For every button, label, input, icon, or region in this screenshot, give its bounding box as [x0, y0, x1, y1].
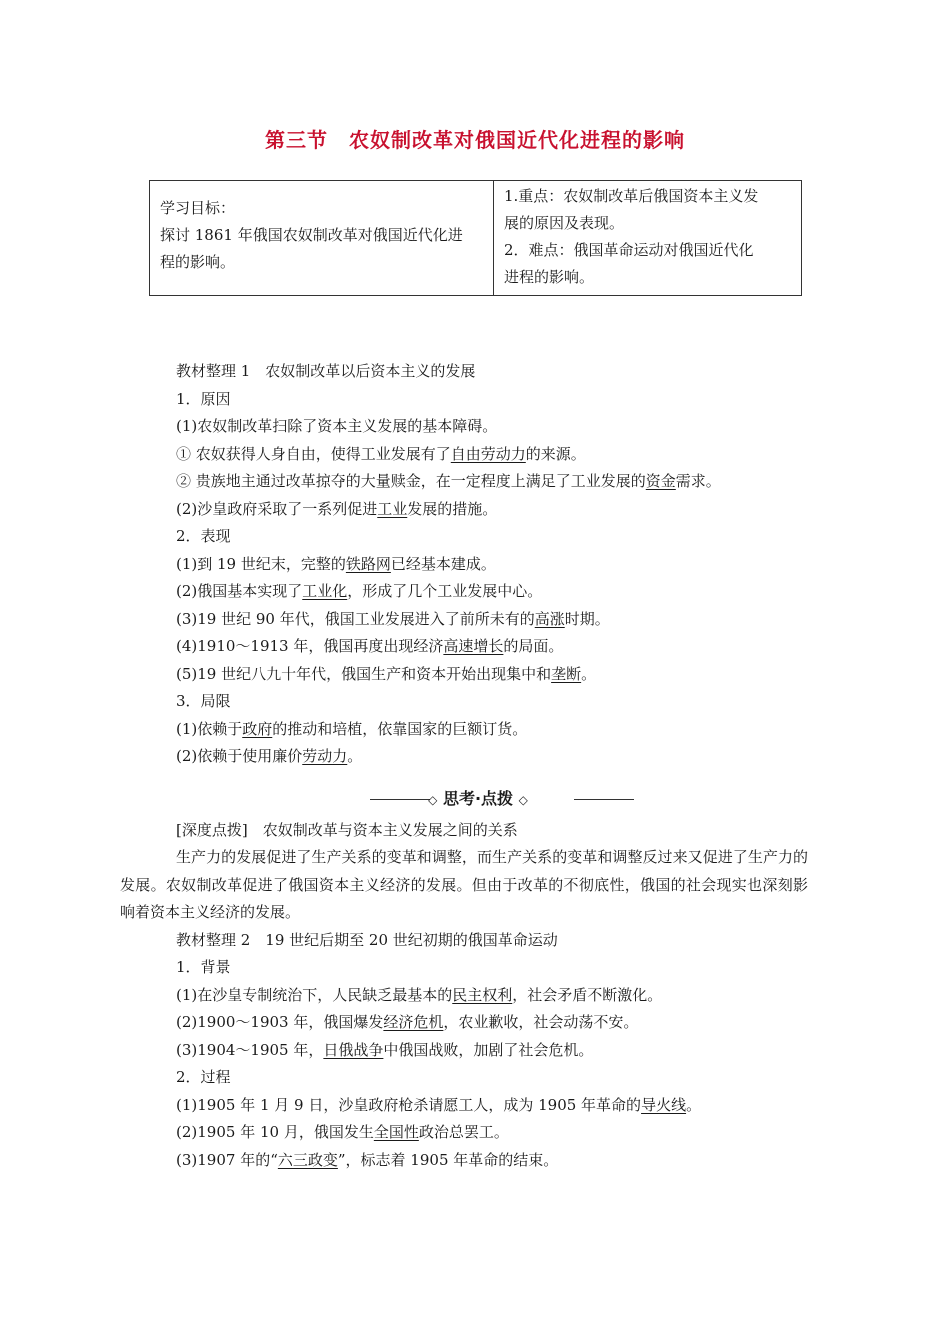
- process-line-3: [148, 1147, 808, 1175]
- text: 时期。: [564, 609, 610, 628]
- key-point-1: 1.重点：农奴制改革后俄国资本主义发: [504, 187, 759, 205]
- answer-blank: 铁路网: [345, 554, 391, 573]
- answer-blank: 劳动力: [302, 747, 348, 765]
- goals-right-cell: [494, 181, 802, 296]
- process-line-1: [148, 1092, 808, 1120]
- text: (3)1904～1905 年，: [176, 1040, 324, 1059]
- limit-line-1: [148, 716, 808, 744]
- subheading-manifestations: 2．表现: [176, 527, 231, 545]
- manifest-line-4: [148, 633, 808, 661]
- text: (2)沙皇政府采取了一系列促进: [176, 499, 378, 518]
- learning-goals-table: [149, 180, 802, 296]
- text: 。: [686, 1095, 702, 1114]
- manifest-line-3: [148, 606, 808, 634]
- answer-blank: 导火线: [641, 1095, 687, 1114]
- deep-tip-heading: [深度点拨] 农奴制改革与资本主义发展之间的关系: [176, 820, 518, 839]
- diamond-icon: ◇: [428, 792, 438, 807]
- limit-line-2: [148, 743, 808, 771]
- key-point-2: 展的原因及表现。: [504, 214, 625, 232]
- subheading-limitations: 3．局限: [176, 692, 231, 710]
- section-1-heading: 教材整理 1 农奴制改革以后资本主义的发展: [176, 362, 476, 380]
- text: (2)1900～1903 年，俄国爆发: [176, 1013, 384, 1031]
- text: (1)到 19 世纪末，完整的: [176, 554, 346, 573]
- text: 。: [581, 664, 597, 683]
- answer-blank: 经济危机: [383, 1013, 444, 1031]
- answer-blank: 政府: [242, 719, 273, 738]
- text: (3)1907 年的“: [176, 1150, 278, 1169]
- manifest-line-1: [148, 551, 808, 579]
- text: 的局面。: [503, 637, 564, 655]
- answer-blank: 工业: [377, 499, 408, 518]
- subheading-background: 1．背景: [176, 958, 231, 976]
- process-line-2: [148, 1119, 808, 1147]
- background-line-2: [148, 1009, 808, 1037]
- text: (1)1905 年 1 月 9 日，沙皇政府枪杀请愿工人，成为 1905 年革命的: [176, 1095, 642, 1114]
- difficult-point-2: 进程的影响。: [504, 268, 595, 286]
- text: 的推动和培植，依靠国家的巨额订货。: [272, 719, 528, 738]
- manifest-line-2: [148, 578, 808, 606]
- section-2-heading: 教材整理 2 19 世纪后期至 20 世纪初期的俄国革命运动: [176, 930, 558, 949]
- answer-blank: 高涨: [534, 609, 565, 628]
- text: 发展的措施。: [407, 499, 498, 518]
- cause-line-2: [148, 441, 808, 469]
- page-title: 第三节 农奴制改革对俄国近代化进程的影响: [265, 128, 685, 152]
- divider-label-wrap: [148, 786, 808, 809]
- text: ② 贵族地主通过改革掠夺的大量赎金，在一定程度上满足了工业发展的: [176, 472, 646, 490]
- goals-text-2: 程的影响。: [160, 253, 236, 271]
- subheading-causes: 1．原因: [176, 389, 231, 408]
- text: ① 农奴获得人身自由，使得工业发展有了: [176, 444, 451, 463]
- background-line-3: [148, 1037, 808, 1065]
- cause-line-1: (1)农奴制改革扫除了资本主义发展的基本障碍。: [176, 417, 498, 435]
- text: (2)俄国基本实现了: [176, 582, 303, 600]
- difficult-point-1: 2．难点：俄国革命运动对俄国近代化: [504, 241, 754, 259]
- diamond-icon: ◇: [518, 792, 528, 807]
- cause-line-4: [148, 496, 808, 524]
- answer-blank: 全国性: [373, 1123, 419, 1141]
- text: ”，标志着 1905 年革命的结束。: [337, 1150, 559, 1169]
- cause-line-3: [148, 468, 808, 496]
- text: (2)1905 年 10 月，俄国发生: [176, 1123, 374, 1141]
- answer-blank: 日俄战争: [323, 1040, 384, 1059]
- manifest-line-5: [148, 661, 808, 689]
- think-divider: [148, 783, 808, 817]
- text: (2)依赖于使用廉价: [176, 747, 303, 765]
- answer-blank: 垄断: [551, 664, 582, 683]
- text: ，形成了几个工业发展中心。: [347, 582, 543, 600]
- text: 已经基本建成。: [390, 554, 496, 573]
- divider-label: 思考·点拨: [442, 788, 514, 808]
- text: (4)1910～1913 年，俄国再度出现经济: [176, 637, 444, 655]
- text: ，社会矛盾不断激化。: [512, 985, 663, 1004]
- deep-tip-paragraph: 生产力的发展促进了生产关系的变革和调整，而生产关系的变革和调整反过来又促进了生产力的发展。农奴制改革促进了俄国资本主义经济的发展。但由于改革的不彻底性，俄国的社会现实也深刻影响着资本主义经济的发展。: [120, 848, 808, 921]
- answer-blank: 自由劳动力: [450, 444, 526, 463]
- background-line-1: [148, 982, 808, 1010]
- answer-blank: 资金: [645, 472, 676, 490]
- subheading-process: 2．过程: [176, 1068, 231, 1086]
- text: 中俄国战败，加剧了社会危机。: [383, 1040, 594, 1059]
- goals-text-1: 探讨 1861 年俄国农奴制改革对俄国近代化进: [160, 226, 463, 244]
- text: (1)在沙皇专制统治下，人民缺乏最基本的: [176, 985, 453, 1004]
- text: 。: [347, 747, 363, 765]
- text: ，农业歉收，社会动荡不安。: [443, 1013, 639, 1031]
- answer-blank: 高速增长: [443, 637, 504, 655]
- goals-left-cell: [150, 181, 494, 296]
- text: (3)19 世纪 90 年代，俄国工业发展进入了前所未有的: [176, 609, 535, 628]
- text: 需求。: [675, 472, 721, 490]
- main-content: [120, 358, 808, 1174]
- answer-blank: 六三政变: [277, 1150, 338, 1169]
- text: 政治总罢工。: [418, 1123, 509, 1141]
- text: (5)19 世纪八九十年代，俄国生产和资本开始出现集中和: [176, 664, 552, 683]
- text: (1)依赖于: [176, 719, 243, 738]
- answer-blank: 工业化: [302, 582, 348, 600]
- text: 的来源。: [525, 444, 586, 463]
- answer-blank: 民主权利: [452, 985, 513, 1004]
- goals-heading: 学习目标：: [160, 199, 236, 217]
